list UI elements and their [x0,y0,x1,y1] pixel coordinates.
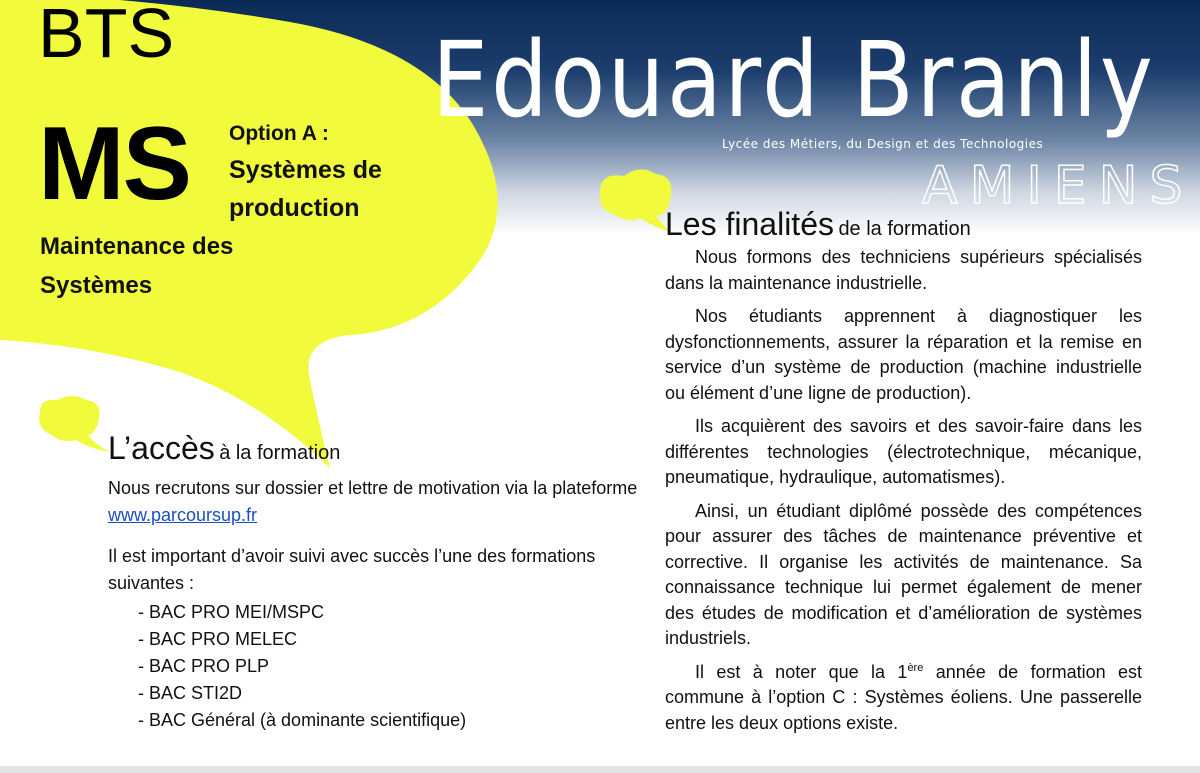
program-acronym: MS [38,106,190,222]
footer-strip [0,766,1200,773]
prereq-list [108,599,638,734]
yellow-bubble-icon [39,396,110,452]
goals-section-title [665,206,971,243]
access-section-body [108,475,638,734]
list-item: - BAC PRO MEI/MSPC [138,602,325,622]
goals-paragraph [665,660,1142,737]
goals-title-rest: de la formation [838,218,971,240]
parcoursup-link[interactable]: www.parcoursup.fr [108,505,258,525]
list-item: - BAC PRO PLP [138,656,270,676]
goals-section-body [665,245,1142,744]
school-name: Edouard Branly [432,19,1156,141]
access-title-rest: à la formation [219,442,341,464]
goals-paragraph: Ils acquièrent des savoirs et des savoir-faire dans les différentes technologies (électrotechnique, mécanique, pneumatique, hydraulique, automatismes). [665,416,1142,487]
access-title-main: L’accès [108,430,215,466]
list-item: - BAC STI2D [138,683,243,703]
goals-p5-end: année de formation est commune à l’option C : Systèmes éoliens. Une passerelle entre les deux options existe. [665,661,1143,733]
goals-paragraph: Nous formons des techniciens supérieurs spécialisés dans la maintenance industrielle. [665,247,1142,293]
program-full-name: Maintenance des Systèmes [40,233,234,299]
access-section-title [108,430,340,467]
school-subtitle: Lycée des Métiers, du Design et des Technologies [722,137,1044,151]
ordinal-suffix: ère [907,661,924,674]
option-label: Option A : [229,122,329,145]
goals-p5-start: Il est à noter que la 1 [695,661,908,682]
access-intro-paragraph [108,475,638,529]
school-city: AMIENS [922,156,1195,216]
yellow-bubble-icon [600,169,672,232]
prereq-text: Il est important d’avoir suivi avec succès l’une des formations suivantes : [108,546,596,593]
goals-paragraph: Ainsi, un étudiant diplômé possède des compétences pour assurer des tâches de maintenance préventive et corrective. Il organise les activités de maintenance. Sa connaissance technique lui permet également de mener des études de modification et d’amélioration de systèmes industriels. [665,500,1142,648]
goals-paragraph: Nos étudiants apprennent à diagnostiquer les dysfonctionnements, assurer la réparation et la remise en service d’un système de production (machine industrielle ou élément d’une ligne de production). [665,306,1142,403]
list-item: - BAC PRO MELEC [138,629,298,649]
option-name: Systèmes de production [229,156,382,222]
access-intro-text: Nous recrutons sur dossier et lettre de motivation via la plateforme [108,478,638,498]
program-level: BTS [38,0,175,72]
goals-title-main: Les finalités [665,206,834,242]
list-item: - BAC Général (à dominante scientifique) [138,710,467,730]
